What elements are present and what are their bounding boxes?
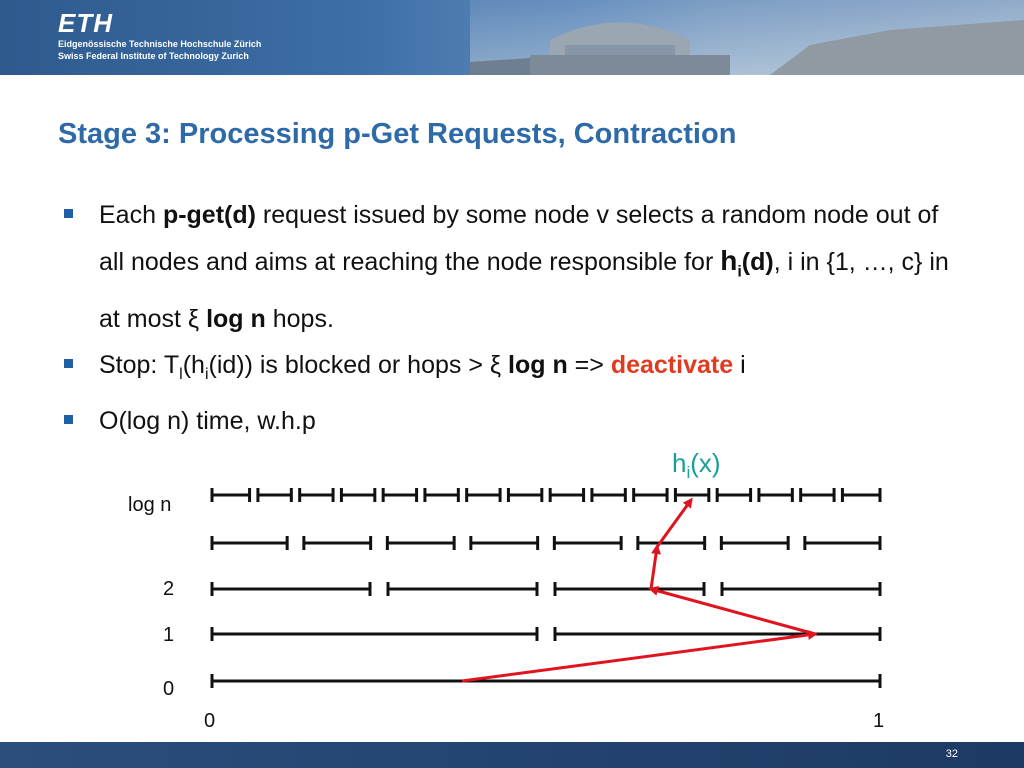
interval-row-4-seg-4 [383, 488, 416, 502]
text: Each [99, 201, 163, 229]
interval-row-3-seg-5 [638, 536, 705, 550]
interval-row-3-seg-0 [212, 536, 287, 550]
interval-row-0-seg-0 [212, 674, 880, 688]
interval-row-3-seg-4 [554, 536, 621, 550]
deactivate-highlight: deactivate [610, 350, 734, 379]
interval-row-4-seg-8 [550, 488, 583, 502]
h-function [720, 245, 742, 281]
hop-arrow-2 [651, 589, 815, 634]
footer-bar [0, 742, 1024, 768]
text: (id)) is blocked or hops > ξ [208, 350, 509, 379]
contraction-diagram [0, 420, 1024, 740]
slide-title: Stage 3: Processing p-Get Requests, Contraction [58, 118, 737, 150]
interval-row-4-seg-0 [212, 488, 250, 502]
hop-arrow-1 [462, 634, 815, 681]
axis-label-1: 1 [873, 710, 885, 732]
interval-row-4-seg-1 [258, 488, 291, 502]
interval-row-2-seg-3 [722, 582, 880, 596]
text: , i in {1, …, c} in at most ξ [99, 248, 949, 333]
eth-logo: ETH [58, 8, 113, 38]
text-bold: log n [508, 350, 568, 379]
interval-row-4-seg-7 [508, 488, 541, 502]
bullet-2 [62, 342, 962, 398]
interval-row-2-seg-0 [212, 582, 370, 596]
text: (h [182, 350, 205, 379]
interval-row-4-seg-12 [717, 488, 750, 502]
interval-row-3-seg-6 [721, 536, 788, 550]
institution-name-de: Eidgenössische Technische Hochschule Zürich [58, 39, 262, 49]
interval-row-4-seg-14 [801, 488, 834, 502]
interval-row-4-seg-10 [634, 488, 667, 502]
page-number: 32 [945, 748, 958, 760]
interval-row-4-seg-2 [300, 488, 333, 502]
text-bold: p-get(d) [162, 201, 256, 229]
institution-name-en: Swiss Federal Institute of Technology Zurich [58, 51, 249, 61]
interval-row-2-seg-1 [388, 582, 537, 596]
subscript: i [204, 365, 209, 383]
interval-row-3-seg-3 [471, 536, 538, 550]
interval-row-4-seg-15 [842, 488, 880, 502]
level-label-0: 0 [163, 678, 175, 700]
bullet-square-icon [64, 209, 73, 218]
header-photo [470, 0, 1024, 75]
subscript: l [179, 365, 183, 383]
interval-row-4-seg-9 [592, 488, 625, 502]
interval-row-4-seg-5 [425, 488, 458, 502]
text-bold: (d) [741, 248, 774, 276]
interval-row-3-seg-7 [805, 536, 880, 550]
hix-label: $h_i(x)$ [672, 448, 721, 482]
text: O(log n) time, w.h.p [99, 406, 316, 435]
interval-row-4-seg-6 [467, 488, 500, 502]
level-label-2: 2 [163, 578, 175, 600]
text-bold: log n [206, 304, 266, 333]
interval-row-4-seg-3 [341, 488, 374, 502]
interval-row-2-seg-2 [555, 582, 704, 596]
interval-row-4-seg-11 [675, 488, 708, 502]
interval-row-1-seg-1 [555, 627, 880, 641]
interval-row-3-seg-1 [304, 536, 371, 550]
interval-segments [212, 488, 880, 688]
header-banner [0, 0, 1024, 75]
bullet-list [62, 192, 962, 444]
text: Stop: T [99, 350, 180, 379]
text: hops. [265, 304, 334, 333]
text: => [567, 350, 611, 379]
h-subscript: i [737, 263, 742, 281]
axis-label-0: 0 [204, 710, 216, 732]
interval-row-4-seg-13 [759, 488, 792, 502]
text: i [733, 350, 746, 379]
hop-arrow-4 [657, 500, 691, 547]
hop-arrow-3 [651, 547, 657, 589]
bullet-1 [62, 192, 962, 342]
interval-row-3-seg-2 [387, 536, 454, 550]
bullet-square-icon [64, 359, 73, 368]
interval-row-1-seg-0 [212, 627, 537, 641]
level-label-log-n: log n [128, 494, 172, 516]
text: request issued by some node v selects a random node out of all nodes and aims at reaching the node responsible for [99, 201, 939, 276]
level-label-1: 1 [163, 624, 175, 646]
h-letter: h [720, 245, 738, 276]
